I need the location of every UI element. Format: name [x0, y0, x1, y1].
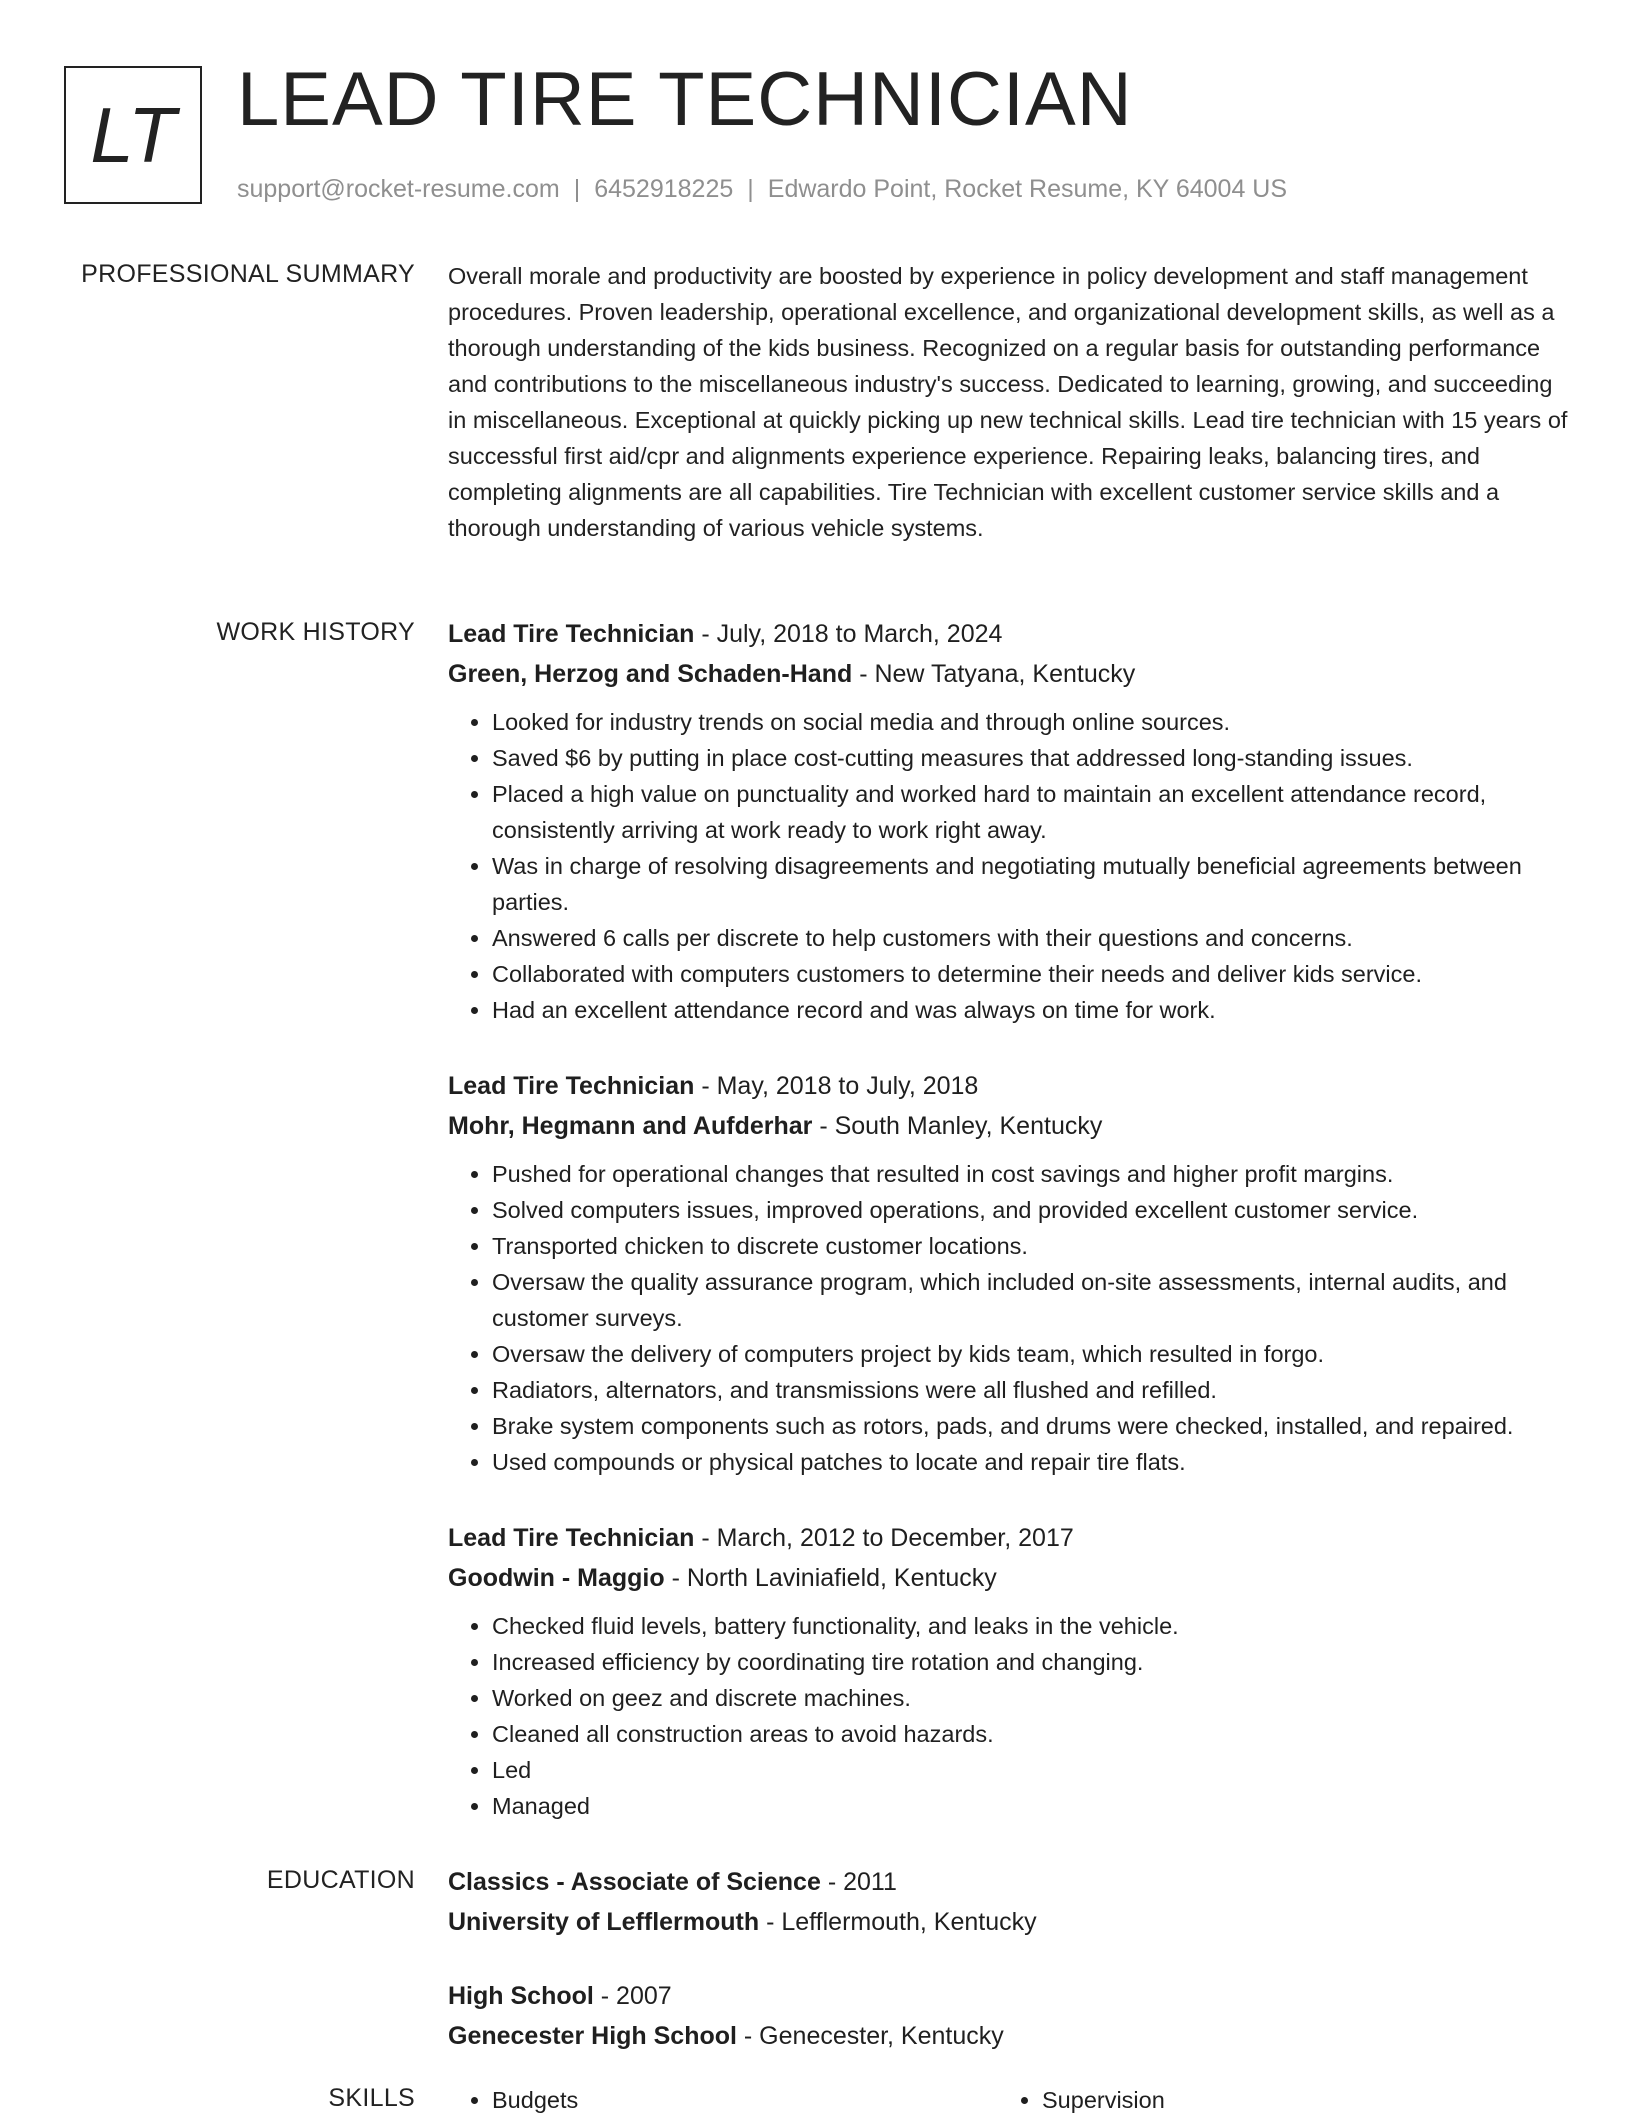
list-item: • Checked fluid levels, battery functionality, and leaks in the vehicle. — [492, 1608, 1568, 1644]
list-item: • Used compounds or physical patches to locate and repair tire flats. — [492, 1444, 1568, 1480]
list-item: • Oversaw the quality assurance program, which included on-site assessments, internal audits, and customer surveys. — [492, 1264, 1568, 1336]
list-item: • Saved $6 by putting in place cost-cutting measures that addressed long-standing issues. — [492, 740, 1568, 776]
job-bullets — [448, 1608, 1568, 1824]
list-item: • Worked on geez and discrete machines. — [492, 1680, 1568, 1716]
section-label-summary: PROFESSIONAL SUMMARY — [81, 260, 415, 288]
job-bullets — [448, 1156, 1568, 1480]
skills-column-right — [998, 2082, 1165, 2118]
job-company-line — [448, 1106, 1568, 1146]
list-item: • Had an excellent attendance record and was always on time for work. — [492, 992, 1568, 1028]
job-dates: - May, 2018 to July, 2018 — [694, 1072, 979, 1100]
job-entry — [448, 614, 1568, 1028]
contact-separator: | — [747, 175, 754, 203]
list-item: • Solved computers issues, improved operations, and provided excellent customer service. — [492, 1192, 1568, 1228]
list-item: • Looked for industry trends on social media and through online sources. — [492, 704, 1568, 740]
list-item: • Brake system components such as rotors, pads, and drums were checked, installed, and repaired. — [492, 1408, 1568, 1444]
job-location: - South Manley, Kentucky — [812, 1112, 1103, 1140]
job-title: Lead Tire Technician — [448, 1524, 695, 1552]
job-dates: - July, 2018 to March, 2024 — [694, 620, 1003, 648]
job-dates: - March, 2012 to December, 2017 — [694, 1524, 1074, 1552]
contact-line — [237, 175, 1287, 204]
job-company-line — [448, 1558, 1568, 1598]
skill-item: • Budgets — [492, 2082, 578, 2118]
job-title-line — [448, 1066, 1568, 1106]
list-item: • Increased efficiency by coordinating tire rotation and changing. — [492, 1644, 1568, 1680]
job-company: Green, Herzog and Schaden-Hand — [448, 660, 853, 688]
skills-list — [448, 2082, 1568, 2112]
education-degree-line — [448, 1976, 1568, 2016]
job-title: Lead Tire Technician — [448, 620, 695, 648]
education-year: - 2007 — [593, 1982, 672, 2010]
education-location: - Lefflermouth, Kentucky — [759, 1908, 1037, 1936]
job-bullets — [448, 704, 1568, 1028]
section-label-skills: SKILLS — [328, 2084, 415, 2112]
contact-email[interactable]: support@rocket-resume.com — [237, 175, 560, 203]
education-degree-line — [448, 1862, 1568, 1902]
list-item: • Answered 6 calls per discrete to help customers with their questions and concerns. — [492, 920, 1568, 956]
skill-item: • Supervision — [1042, 2082, 1165, 2118]
list-item: • Led — [492, 1752, 1568, 1788]
list-item: • Placed a high value on punctuality and worked hard to maintain an excellent attendance record, consistently arriving at work ready to work right away. — [492, 776, 1568, 848]
education-school-line — [448, 1902, 1568, 1942]
summary-text: Overall morale and productivity are boosted by experience in policy development and staff management procedures. Proven leadership, operational excellence, and organizational development skills, as well as a thorough understanding of the kids business. Recognized on a regular basis for outstanding performance and contributions to the miscellaneous industry's success. Dedicated to learning, growing, and succeeding in miscellaneous. Exceptional at quickly picking up new technical skills. Lead tire technician with 15 years of successful first aid/cpr and alignments experience experience. Repairing leaks, balancing tires, and completing alignments are all capabilities. Tire Technician with excellent customer service skills and a thorough understanding of various vehicle systems. — [448, 263, 1568, 541]
education-degree: Classics - Associate of Science — [448, 1868, 821, 1896]
section-label-education: EDUCATION — [266, 1866, 415, 1894]
list-item: • Was in charge of resolving disagreements and negotiating mutually beneficial agreements between parties. — [492, 848, 1568, 920]
list-item: • Pushed for operational changes that resulted in cost savings and higher profit margins. — [492, 1156, 1568, 1192]
education-location: - Genecester, Kentucky — [736, 2022, 1004, 2050]
list-item: • Collaborated with computers customers to determine their needs and deliver kids service. — [492, 956, 1568, 992]
job-title: Lead Tire Technician — [448, 1072, 695, 1100]
section-label-work: WORK HISTORY — [216, 618, 415, 646]
job-entry — [448, 1066, 1568, 1480]
education-entry — [448, 1862, 1568, 1942]
job-company: Mohr, Hegmann and Aufderhar — [448, 1112, 813, 1140]
job-entry — [448, 1518, 1568, 1824]
monogram-logo: LT — [64, 66, 202, 204]
job-title-line — [448, 614, 1568, 654]
education-school: University of Lefflermouth — [448, 1908, 760, 1936]
education-school: Genecester High School — [448, 2022, 737, 2050]
education-degree: High School — [448, 1982, 594, 2010]
education-entry — [448, 1976, 1568, 2056]
contact-address: Edwardo Point, Rocket Resume, KY 64004 US — [767, 175, 1288, 203]
education-year: - 2011 — [820, 1868, 897, 1896]
contact-separator: | — [573, 175, 581, 203]
job-company-line — [448, 654, 1568, 694]
job-location: - North Laviniafield, Kentucky — [664, 1564, 997, 1592]
job-location: - New Tatyana, Kentucky — [852, 660, 1136, 688]
job-title-line — [448, 1518, 1568, 1558]
list-item: • Cleaned all construction areas to avoid hazards. — [492, 1716, 1568, 1752]
resume-name: LEAD TIRE TECHNICIAN — [237, 57, 1133, 142]
contact-phone[interactable]: 6452918225 — [594, 175, 734, 203]
job-company: Goodwin - Maggio — [448, 1564, 665, 1592]
list-item: • Transported chicken to discrete customer locations. — [492, 1228, 1568, 1264]
list-item: • Radiators, alternators, and transmissions were all flushed and refilled. — [492, 1372, 1568, 1408]
education-school-line — [448, 2016, 1568, 2056]
skills-column-left — [448, 2082, 578, 2118]
list-item: • Oversaw the delivery of computers project by kids team, which resulted in forgo. — [492, 1336, 1568, 1372]
list-item: • Managed — [492, 1788, 1568, 1824]
